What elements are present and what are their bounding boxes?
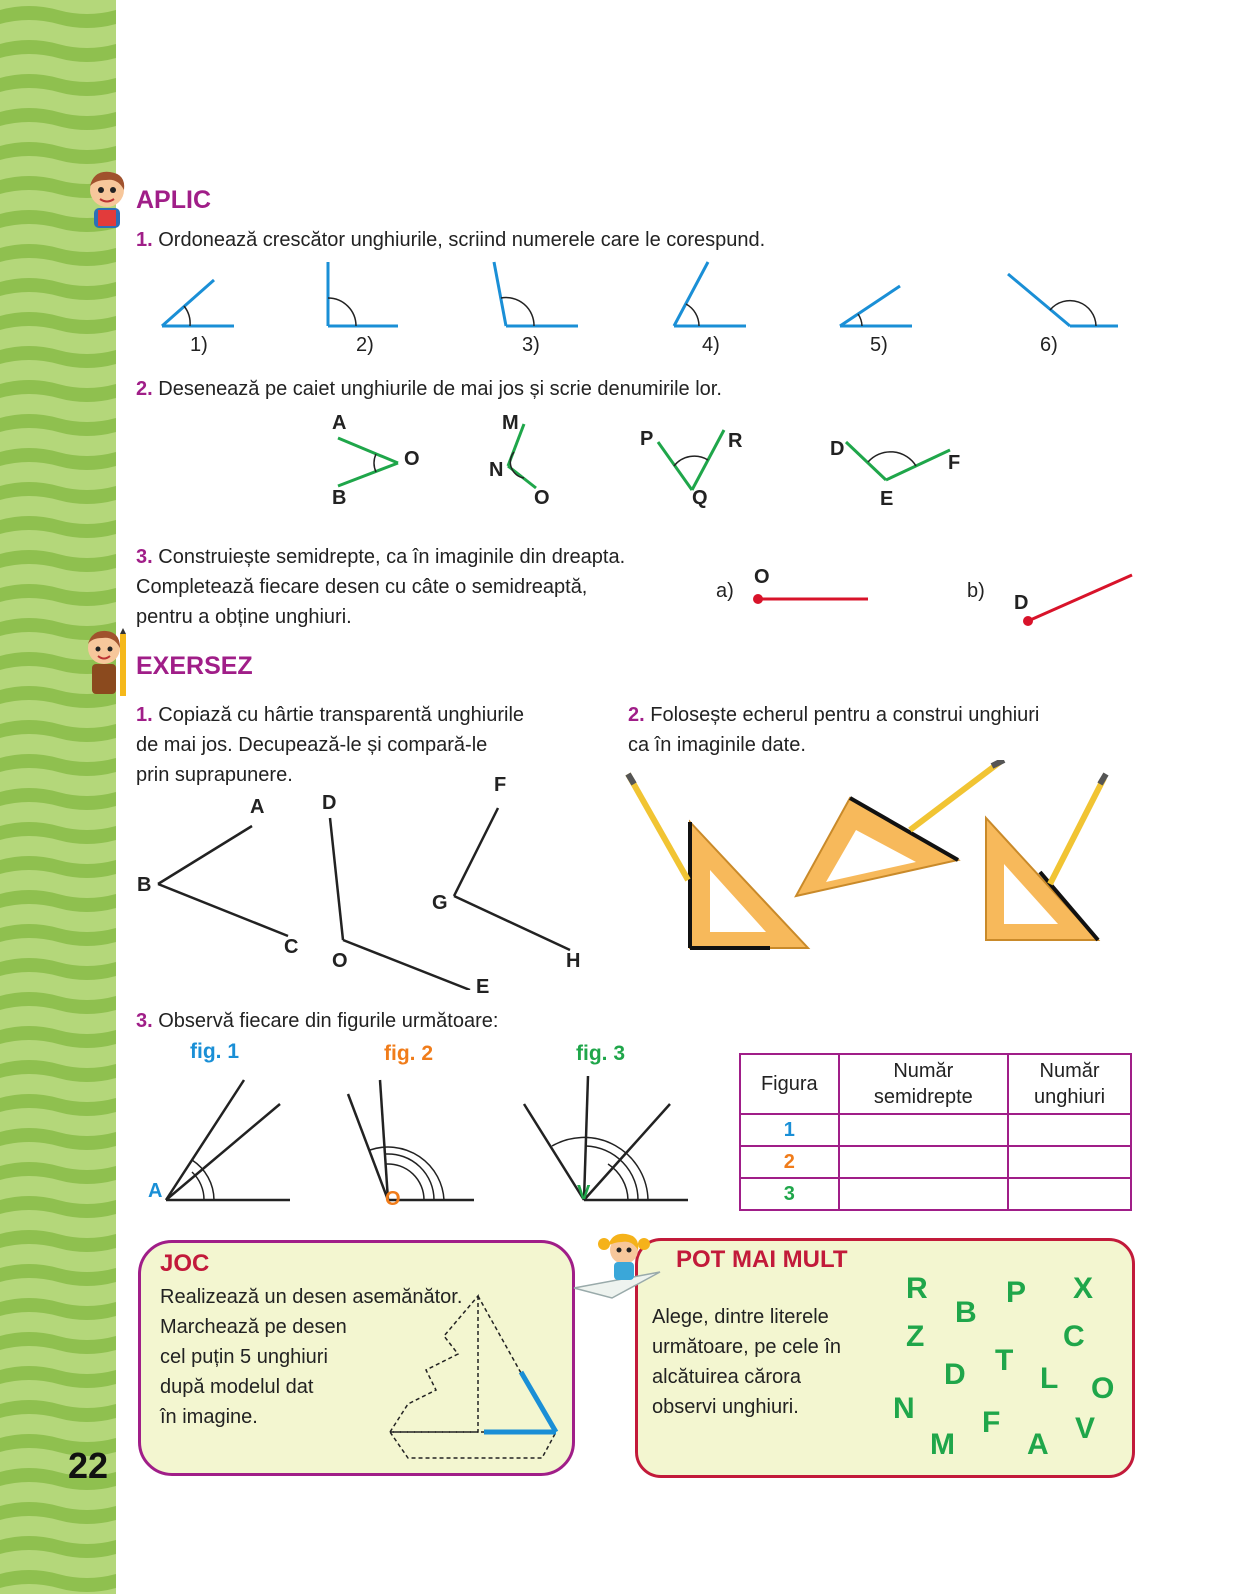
point-label: F [494,774,507,796]
point-label: G [432,892,448,914]
boy-with-pencil-icon [78,628,136,700]
point-label: F [948,452,961,474]
point-label: E [880,488,894,510]
letter: N [893,1392,915,1425]
set-square-illustrations [620,760,1120,960]
table-header: Figura [740,1054,839,1114]
angle-label: 6) [1040,334,1058,356]
letter: D [944,1358,966,1391]
task-number: 1. [136,704,153,726]
fig-label: fig. 1 [190,1040,240,1063]
letter: T [995,1344,1014,1377]
letter: A [1027,1428,1049,1461]
task-text: Completează fiecare desen cu câte o semidreaptă, [136,576,588,598]
table-header: Număr unghiuri [1008,1054,1131,1114]
answer-cell[interactable] [839,1146,1009,1178]
point-label: O [332,950,348,972]
answer-cell[interactable] [1008,1178,1131,1210]
task-text: de mai jos. Decupează-le și compară-le [136,734,488,756]
angle-label: 4) [702,334,720,356]
letter: P [1006,1276,1027,1309]
aplic-task2 [136,374,722,404]
task-number: 1. [136,229,153,251]
answer-cell[interactable] [1008,1146,1131,1178]
table-row [740,1146,1131,1178]
count-table [739,1053,1132,1211]
task-number: 3. [136,1010,153,1032]
point-label: A [148,1180,163,1202]
observe-figures [140,1060,700,1210]
exersez-task1 [136,700,524,790]
point-label: O [404,448,420,470]
table-row [740,1114,1131,1146]
answer-cell[interactable] [1008,1114,1131,1146]
task-text: Ordonează crescător unghiurile, scriind numerele care le corespund. [158,229,766,251]
letter: L [1040,1362,1059,1395]
table-header: Număr semidrepte [839,1054,1009,1114]
aplic-title: APLIC [136,186,211,214]
task-text: prin suprapunere. [136,764,293,786]
exersez-title: EXERSEZ [136,652,253,680]
letter: V [1075,1412,1096,1445]
point-label: O [534,487,550,509]
task-text: ca în imaginile date. [628,734,806,756]
aplic-task3 [136,542,625,632]
table-cell: 3 [740,1178,839,1210]
girl-on-paper-plane-icon [572,1228,662,1304]
boy-mascot-icon [80,168,134,230]
point-label: O [754,566,770,588]
letter: C [1063,1320,1085,1353]
point-label: D [1014,592,1029,614]
letter: M [930,1428,955,1461]
angle-label: 1) [190,334,208,356]
table-cell: 2 [740,1146,839,1178]
page-number: 22 [68,1445,109,1486]
point-label: D [830,438,845,460]
task-text: Copiază cu hârtie transparentă unghiurile [158,704,525,726]
table-cell: 1 [740,1114,839,1146]
rays-to-complete [740,560,1140,630]
point-label: D [322,792,337,814]
fig-label: fig. 2 [384,1042,434,1065]
task-number: 2. [136,378,153,400]
task-text: pentru a obține unghiuri. [136,606,352,628]
task-text: Desenează pe caiet unghiurile de mai jos și scrie denumirile lor. [158,378,722,400]
point-label: N [489,459,504,481]
subtask-label: a) [716,580,734,602]
task-number: 2. [628,704,645,726]
sailboat-drawing [386,1292,566,1462]
joc-text: Realizează un desen asemănător. Marchează pe desen cel puțin 5 unghiuri după modelul dat în imagine. [160,1286,463,1428]
point-label: C [284,936,299,958]
angles-row-1 [150,258,1135,338]
point-label: A [250,796,265,818]
decorative-strip [0,0,116,1594]
letter: F [982,1406,1001,1439]
point-label: P [640,428,654,450]
joc-title: JOC [160,1250,210,1277]
task-text: Folosește echerul pentru a construi unghiuri [650,704,1040,726]
exersez-task2 [628,700,1039,760]
angle-label: 3) [522,334,540,356]
fig-label: fig. 3 [576,1042,626,1065]
answer-cell[interactable] [839,1178,1009,1210]
pot-text: Alege, dintre literele următoare, pe cele în alcătuirea cărora observi unghiuri. [652,1306,841,1418]
letter: O [1091,1372,1115,1405]
point-label: A [332,412,347,434]
point-label: H [566,950,581,972]
point-label: B [137,874,152,896]
table-row [740,1178,1131,1210]
task-text: Construiește semidrepte, ca în imaginile din dreapta. [158,546,626,568]
aplic-task1 [136,225,765,255]
point-label: Q [692,487,708,509]
point-label: V [577,1182,591,1204]
angle-label: 5) [870,334,888,356]
answer-cell[interactable] [839,1114,1009,1146]
task-text: Observă fiecare din figurile următoare: [158,1010,499,1032]
subtask-label: b) [967,580,985,602]
letter: X [1073,1272,1094,1305]
pot-title: POT MAI MULT [676,1246,848,1273]
exersez-task3 [136,1006,498,1036]
point-label: O [385,1188,401,1210]
letter: R [906,1272,928,1305]
angle-label: 2) [356,334,374,356]
point-label: M [502,412,519,434]
letter: Z [906,1320,925,1353]
angles-to-copy [140,790,610,990]
point-label: E [476,976,490,998]
task-number: 3. [136,546,153,568]
letter: B [955,1296,977,1329]
point-label: R [728,430,743,452]
point-label: B [332,487,347,509]
